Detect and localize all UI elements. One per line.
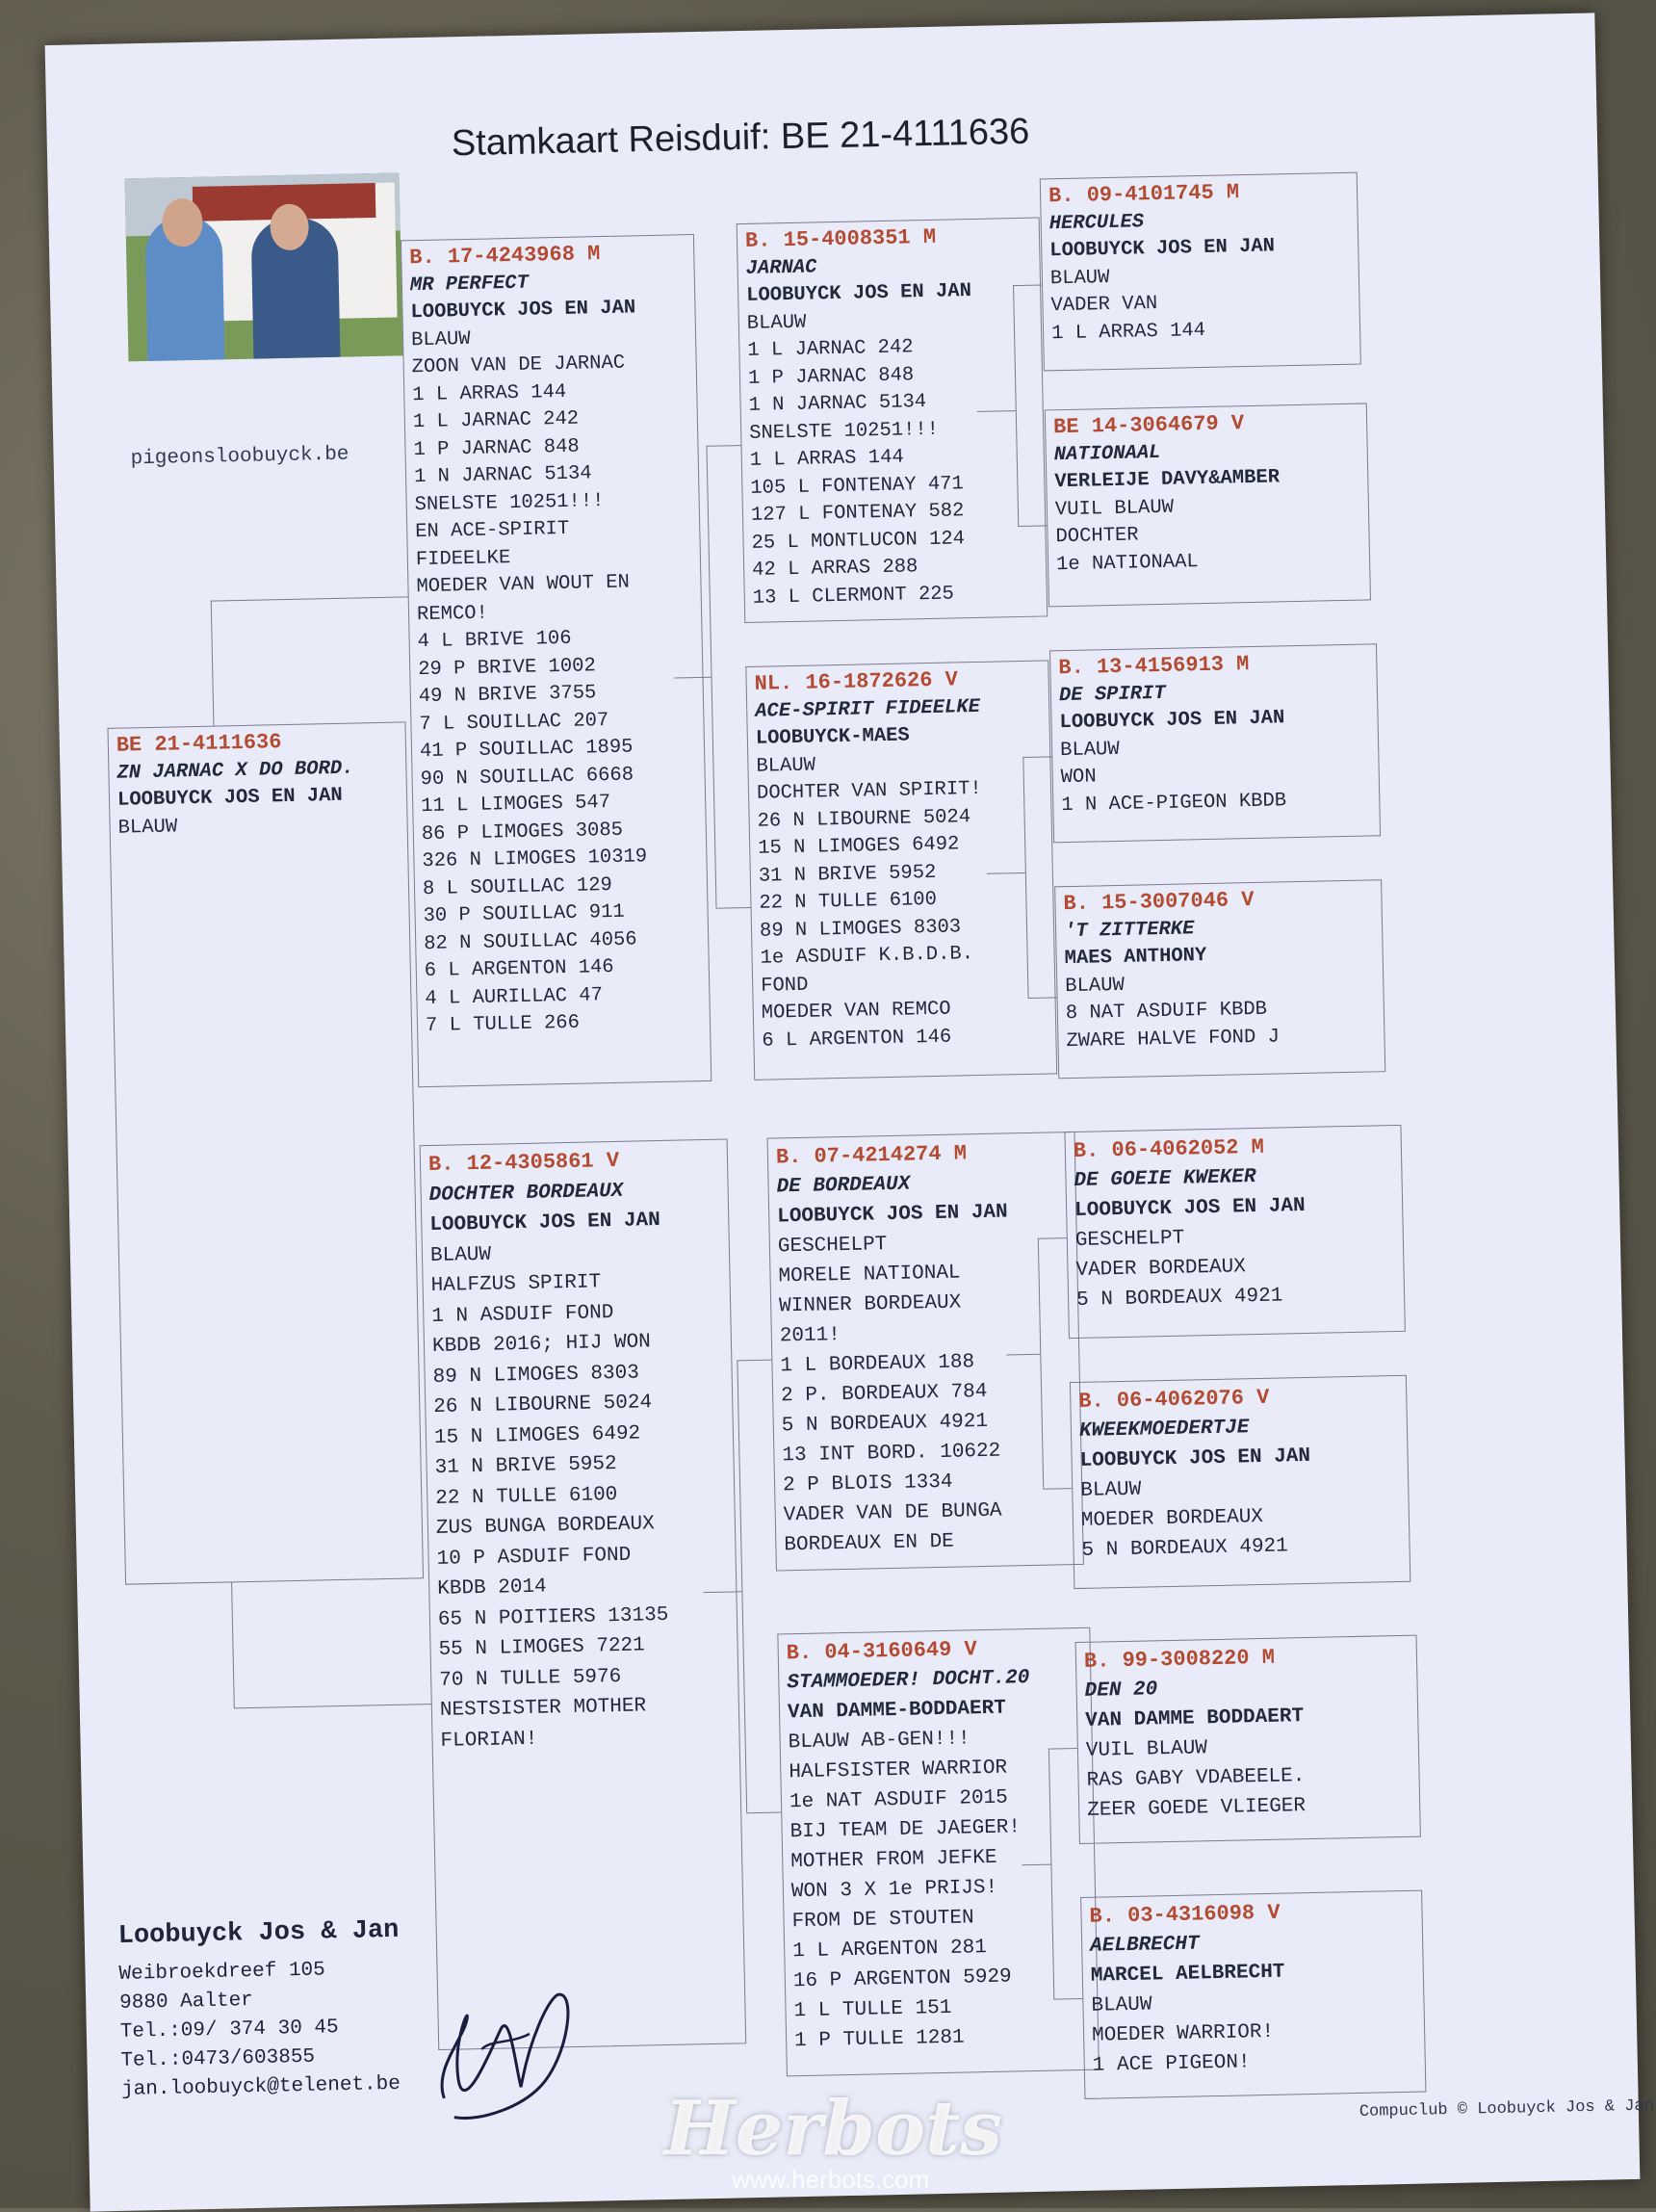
ring-number: B. 15-3007046 V xyxy=(1063,888,1255,917)
detail-line: BIJ TEAM DE JAEGER! xyxy=(789,1816,1022,1844)
contact-block xyxy=(117,1916,402,2105)
detail-line: 10 P ASDUIF FOND xyxy=(436,1544,632,1571)
detail-line: 22 N TULLE 6100 xyxy=(759,888,938,915)
subject-box xyxy=(107,721,424,1584)
detail-line: 15 N LIMOGES 6492 xyxy=(758,833,960,860)
detail-line: ZOON VAN DE JARNAC xyxy=(411,351,626,379)
dam-dam-box xyxy=(777,1627,1100,2077)
detail-line: MORELE NATIONAL xyxy=(778,1262,961,1288)
detail-line: 1 N ACE-PIGEON KBDB xyxy=(1061,789,1287,817)
pigeon-owner: LOOBUYCK JOS EN JAN xyxy=(1079,1444,1311,1472)
detail-line: RAS GABY VDABEELE. xyxy=(1086,1765,1306,1792)
sire-box xyxy=(401,234,712,1087)
detail-line: 90 N SOUILLAC 6668 xyxy=(420,763,634,791)
detail-line: 4 L AURILLAC 47 xyxy=(425,983,604,1010)
detail-line: 31 N BRIVE 5952 xyxy=(758,861,937,888)
pigeon-name: KWEEKMOEDERTJE xyxy=(1078,1417,1250,1443)
ring-number: B. 04-3160649 V xyxy=(786,1637,978,1666)
detail-line: HALFZUS SPIRIT xyxy=(430,1271,602,1297)
sire-sire-box xyxy=(737,218,1048,624)
pigeon-name: ACE-SPIRIT FIDEELKE xyxy=(755,695,981,723)
pigeon-name: DOCHTER BORDEAUX xyxy=(428,1180,624,1207)
ring-number: B. 03-4316098 V xyxy=(1089,1900,1281,1929)
dam-box xyxy=(420,1139,747,2050)
pigeon-name: JARNAC xyxy=(745,255,817,280)
detail-line: VADER BORDEAUX xyxy=(1075,1256,1247,1282)
detail-line: 8 NAT ASDUIF KBDB xyxy=(1065,998,1268,1026)
detail-line: 5 N BORDEAUX 4921 xyxy=(1075,1285,1283,1312)
detail-line: 1e NAT ASDUIF 2015 xyxy=(789,1786,1009,1814)
detail-line: 1 P JARNAC 848 xyxy=(747,363,915,390)
detail-line: 1 L ARGENTON 281 xyxy=(792,1937,988,1964)
pigeon-owner: LOOBUYCK JOS EN JAN xyxy=(1059,707,1285,735)
detail-line: 82 N SOUILLAC 4056 xyxy=(424,927,637,955)
detail-line: HALFSISTER WARRIOR xyxy=(789,1757,1008,1784)
detail-line: 13 INT BORD. 10622 xyxy=(782,1440,1001,1468)
detail-line: 1 L JARNAC 242 xyxy=(747,336,914,362)
detail-line: BORDEAUX EN DE xyxy=(784,1530,955,1557)
detail-line: NESTSISTER MOTHER xyxy=(439,1695,647,1722)
detail-line: MOEDER BORDEAUX xyxy=(1080,1505,1264,1532)
pigeon-owner: LOOBUYCK JOS EN JAN xyxy=(116,784,343,812)
detail-line: GESCHELPT xyxy=(777,1234,888,1259)
detail-line: 1 L ARRAS 144 xyxy=(412,380,567,406)
detail-line: BLAUW xyxy=(429,1243,492,1267)
page-title: Stamkaart Reisduif: BE 21-4111636 xyxy=(451,111,1030,165)
detail-line: FIDEELKE xyxy=(415,546,511,571)
owners-photo xyxy=(125,172,403,361)
detail-line: 1 P TULLE 1281 xyxy=(793,2026,965,2053)
detail-line: 1 L ARRAS 144 xyxy=(1050,319,1206,345)
detail-line: WON xyxy=(1060,766,1097,790)
detail-line: VADER VAN xyxy=(1050,292,1158,318)
detail-line: 55 N LIMOGES 7221 xyxy=(438,1634,646,1661)
detail-line: 26 N LIBOURNE 5024 xyxy=(433,1392,653,1418)
detail-line: 1 N JARNAC 5134 xyxy=(413,462,592,489)
detail-line: 89 N LIMOGES 8303 xyxy=(432,1361,640,1389)
detail-line: 25 L MONTLUCON 124 xyxy=(751,527,966,555)
footer-credit: Compuclub © Loobuyck Jos & Jan xyxy=(1358,2096,1655,2121)
ring-number: NL. 16-1872626 V xyxy=(754,667,959,696)
detail-line: 65 N POITIERS 13135 xyxy=(437,1603,669,1631)
detail-line: 5 N BORDEAUX 4921 xyxy=(1081,1535,1289,1562)
detail-line: 4 L BRIVE 106 xyxy=(417,627,572,654)
detail-line: BLAUW xyxy=(746,311,807,335)
detail-line: KBDB 2016; HIJ WON xyxy=(431,1331,652,1358)
detail-line: 127 L FONTENAY 582 xyxy=(750,500,965,527)
sire-dam-sire-box xyxy=(1049,643,1381,843)
ring-number: B. 09-4101745 M xyxy=(1048,180,1240,209)
detail-line: 41 P SOUILLAC 1895 xyxy=(419,736,634,764)
ring-number: B. 17-4243968 M xyxy=(409,242,601,271)
pigeon-owner: VAN DAMME-BODDAERT xyxy=(787,1697,1007,1725)
detail-line: BLAUW xyxy=(117,815,178,840)
pigeon-owner: LOOBUYCK JOS EN JAN xyxy=(777,1201,1008,1229)
detail-line: EN ACE-SPIRIT xyxy=(415,517,570,544)
pigeon-name: AELBRECHT xyxy=(1089,1933,1200,1958)
sire-sire-dam-box xyxy=(1045,403,1371,607)
pigeon-name: DEN 20 xyxy=(1084,1679,1158,1703)
detail-line: 89 N LIMOGES 8303 xyxy=(759,915,962,943)
pedigree-sheet xyxy=(45,13,1655,2211)
pigeon-name: DE GOEIE KWEKER xyxy=(1074,1166,1256,1192)
detail-line: 16 P ARGENTON 5929 xyxy=(792,1965,1012,1993)
detail-line: 1 P JARNAC 848 xyxy=(413,435,580,461)
detail-line: VUIL BLAUW xyxy=(1085,1737,1208,1762)
ring-number: B. 06-4062052 M xyxy=(1073,1134,1265,1163)
detail-line: 30 P SOUILLAC 911 xyxy=(423,900,625,928)
detail-line: BLAUW xyxy=(1049,266,1110,290)
dam-dam-sire-box xyxy=(1075,1635,1421,1844)
contact-mobile: Tel.:0473/603855 xyxy=(120,2045,316,2072)
pigeon-name: NATIONAAL xyxy=(1053,441,1161,466)
pigeon-name: MR PERFECT xyxy=(409,272,530,297)
detail-line: FROM DE STOUTEN xyxy=(791,1907,974,1934)
detail-line: 15 N LIMOGES 6492 xyxy=(433,1421,641,1449)
detail-line: BLAUW AB-GEN!!! xyxy=(788,1728,970,1755)
watermark-logo: Herbots xyxy=(664,2085,1002,2173)
contact-city: 9880 Aalter xyxy=(118,1990,254,2015)
pigeon-owner: MARCEL AELBRECHT xyxy=(1090,1961,1285,1988)
detail-line: 1 L TULLE 151 xyxy=(793,1996,952,2023)
detail-line: MOEDER VAN WOUT EN xyxy=(416,571,631,599)
pigeon-name: DE BORDEAUX xyxy=(776,1173,911,1199)
detail-line: 1 L JARNAC 242 xyxy=(412,407,580,434)
contact-phone: Tel.:09/ 374 30 45 xyxy=(119,2017,339,2043)
detail-line: BLAUW xyxy=(1080,1478,1142,1502)
detail-line: MOEDER WARRIOR! xyxy=(1091,2020,1275,2047)
detail-line: ZUS BUNGA BORDEAUX xyxy=(435,1513,655,1540)
detail-line: BLAUW xyxy=(1059,738,1120,762)
pigeon-owner: LOOBUYCK JOS EN JAN xyxy=(745,280,972,307)
pigeon-name: HERCULES xyxy=(1048,210,1145,235)
detail-line: SNELSTE 10251!!! xyxy=(748,418,940,445)
pigeon-owner: LOOBUYCK JOS EN JAN xyxy=(410,297,636,325)
pigeon-name: 'T ZITTERKE xyxy=(1063,917,1195,943)
watermark-url: www.herbots.com xyxy=(732,2165,930,2194)
ring-number: BE 21-4111636 xyxy=(116,730,282,758)
detail-line: 1e ASDUIF K.B.D.B. xyxy=(760,943,974,970)
detail-line: 326 N LIMOGES 10319 xyxy=(422,846,648,873)
detail-line: 26 N LIBOURNE 5024 xyxy=(757,805,971,833)
ring-number: B. 07-4214274 M xyxy=(775,1141,968,1170)
detail-line: 31 N BRIVE 5952 xyxy=(434,1452,617,1479)
pigeon-owner: VERLEIJE DAVY&AMBER xyxy=(1054,466,1281,494)
detail-line: SNELSTE 10251!!! xyxy=(414,489,605,516)
detail-line: 49 N BRIVE 3755 xyxy=(418,682,597,709)
detail-line: 1e NATIONAAL xyxy=(1055,550,1199,576)
detail-line: 1 ACE PIGEON! xyxy=(1092,2051,1251,2077)
detail-line: BLAUW xyxy=(1091,1993,1152,2017)
pigeon-owner: MAES ANTHONY xyxy=(1064,945,1207,971)
ring-number: B. 13-4156913 M xyxy=(1058,652,1250,681)
detail-line: WINNER BORDEAUX xyxy=(778,1291,962,1318)
pigeon-name: ZN JARNAC X DO BORD. xyxy=(116,757,354,785)
detail-line: 6 L ARGENTON 146 xyxy=(762,1026,952,1053)
detail-line: 42 L ARRAS 288 xyxy=(751,556,919,582)
ring-number: B. 12-4305861 V xyxy=(427,1148,620,1178)
detail-line: KBDB 2014 xyxy=(437,1575,547,1600)
pigeon-name: STAMMOEDER! DOCHT.20 xyxy=(787,1667,1030,1695)
pigeon-name: DE SPIRIT xyxy=(1058,682,1166,707)
detail-line: 11 L LIMOGES 547 xyxy=(421,791,611,819)
detail-line: REMCO! xyxy=(416,602,489,626)
detail-line: FOND xyxy=(760,974,809,998)
detail-line: 1 L ARRAS 144 xyxy=(749,446,904,472)
detail-line: BLAUW xyxy=(1065,974,1126,998)
signature-icon xyxy=(423,1980,589,2128)
pigeon-owner: VAN DAMME BODDAERT xyxy=(1085,1705,1305,1732)
ring-number: B. 99-3008220 M xyxy=(1083,1645,1276,1674)
detail-line: 86 P LIMOGES 3085 xyxy=(421,819,624,846)
detail-line: DOCHTER VAN SPIRIT! xyxy=(756,777,982,805)
contact-name: Loobuyck Jos & Jan xyxy=(117,1915,400,1951)
detail-line: 105 L FONTENAY 471 xyxy=(750,472,965,500)
detail-line: 29 P BRIVE 1002 xyxy=(418,654,597,681)
detail-line: 70 N TULLE 5976 xyxy=(439,1665,622,1692)
ring-number: B. 15-4008351 M xyxy=(744,224,937,253)
dam-sire-box xyxy=(767,1132,1084,1572)
detail-line: 6 L ARGENTON 146 xyxy=(424,955,614,983)
detail-line: VADER VAN DE BUNGA xyxy=(783,1499,1002,1527)
dam-sire-dam-box xyxy=(1070,1375,1410,1589)
detail-line: VUIL BLAUW xyxy=(1054,496,1175,521)
website-label: pigeonsloobuyck.be xyxy=(130,443,349,471)
pigeon-owner: LOOBUYCK JOS EN JAN xyxy=(429,1209,661,1236)
detail-line: ZWARE HALVE FOND J xyxy=(1066,1025,1281,1053)
detail-line: 2 P BLOIS 1334 xyxy=(782,1470,953,1497)
detail-line: MOTHER FROM JEFKE xyxy=(790,1846,997,1874)
ring-number: B. 06-4062076 V xyxy=(1078,1385,1270,1414)
ring-number: BE 14-3064679 V xyxy=(1052,411,1245,440)
sire-sire-sire-box xyxy=(1040,172,1361,372)
detail-line: ZEER GOEDE VLIEGER xyxy=(1087,1795,1307,1822)
detail-line: WON 3 X 1e PRIJS! xyxy=(790,1876,998,1904)
sire-dam-dam-box xyxy=(1054,879,1385,1079)
detail-line: DOCHTER xyxy=(1055,524,1139,549)
detail-line: 13 L CLERMONT 225 xyxy=(752,582,955,610)
detail-line: MOEDER VAN REMCO xyxy=(761,998,951,1025)
pigeon-owner: LOOBUYCK JOS EN JAN xyxy=(1049,235,1276,263)
detail-line: 22 N TULLE 6100 xyxy=(435,1483,618,1510)
detail-line: 2011! xyxy=(779,1324,841,1348)
contact-street: Weibroekdreef 105 xyxy=(118,1959,326,1986)
detail-line: 7 L TULLE 266 xyxy=(425,1011,581,1038)
detail-line: BLAUW xyxy=(756,754,816,778)
dam-dam-dam-box xyxy=(1080,1890,1426,2099)
pigeon-owner: LOOBUYCK-MAES xyxy=(755,724,911,750)
detail-line: 1 L BORDEAUX 188 xyxy=(780,1351,975,1378)
detail-line: 1 N ASDUIF FOND xyxy=(431,1301,614,1328)
detail-line: GESCHELPT xyxy=(1074,1227,1185,1252)
contact-email: jan.loobuyck@telenet.be xyxy=(120,2072,401,2101)
detail-line: 8 L SOUILLAC 129 xyxy=(422,873,613,900)
detail-line: 5 N BORDEAUX 4921 xyxy=(781,1410,989,1438)
detail-line: 1 N JARNAC 5134 xyxy=(748,391,927,417)
dam-sire-sire-box xyxy=(1064,1125,1405,1339)
pigeon-owner: LOOBUYCK JOS EN JAN xyxy=(1074,1194,1306,1222)
sire-dam-box xyxy=(745,660,1057,1080)
detail-line: 7 L SOUILLAC 207 xyxy=(419,709,609,736)
detail-line: BLAUW xyxy=(410,327,471,351)
detail-line: FLORIAN! xyxy=(440,1728,538,1753)
detail-line: 2 P. BORDEAUX 784 xyxy=(780,1380,988,1408)
